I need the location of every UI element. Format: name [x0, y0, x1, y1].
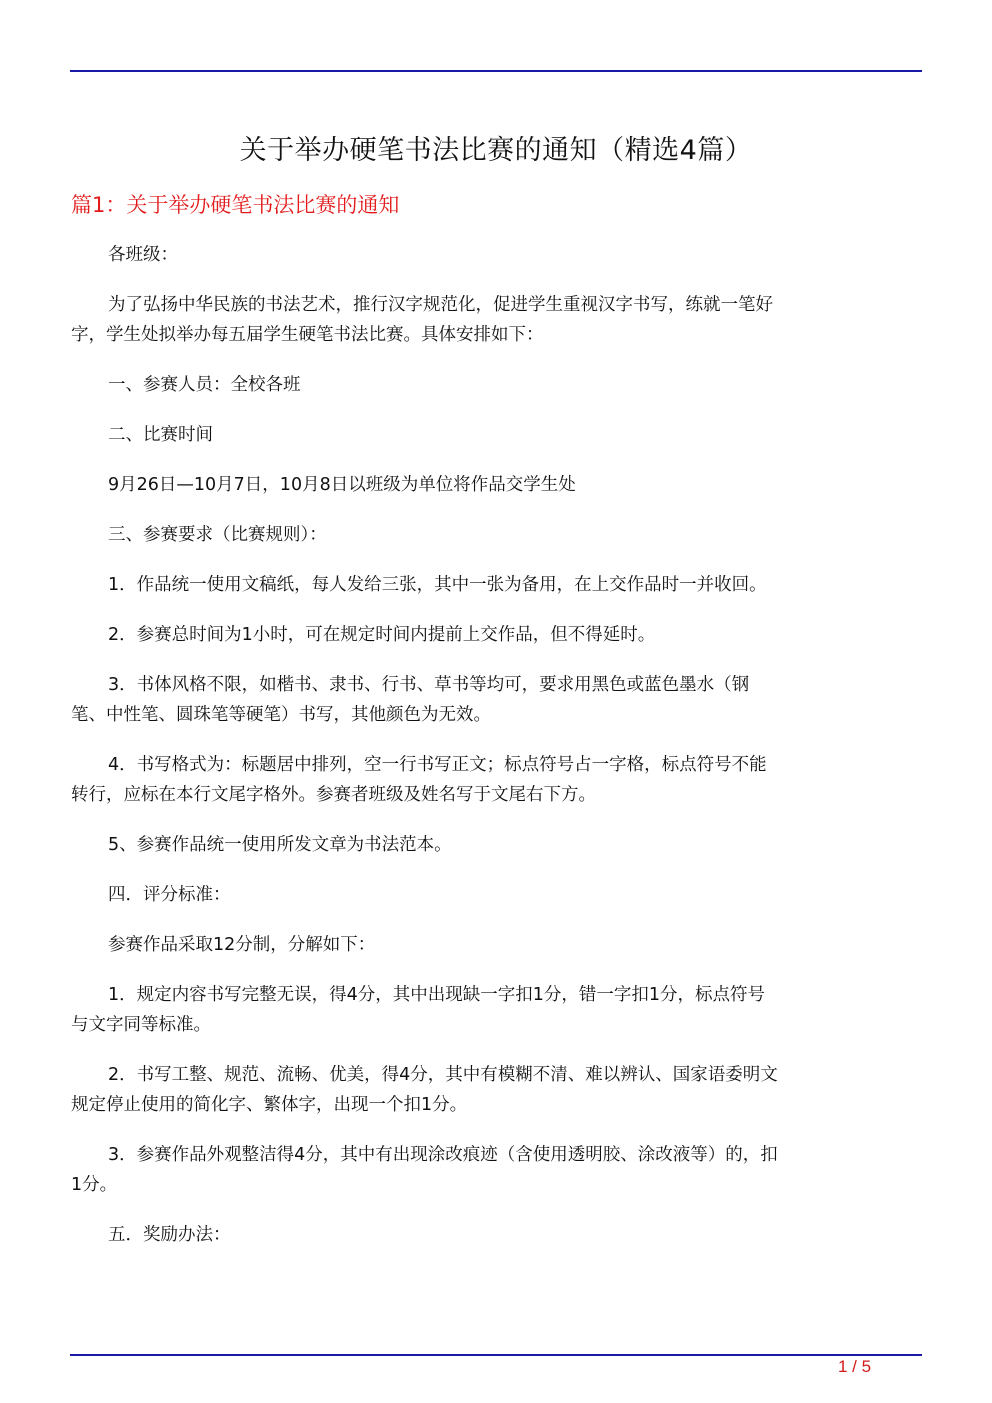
- footer-rule: [70, 1354, 922, 1356]
- header-rule: [70, 70, 922, 72]
- paragraph-salutation: 各班级：: [108, 245, 178, 265]
- page-number: 1 / 5: [838, 1357, 872, 1376]
- paragraph-participants: 一、参赛人员：全校各班: [108, 375, 301, 395]
- paragraph-requirement-1: 1．作品统一使用文稿纸，每人发给三张，其中一张为备用，在上交作品时一并收回。: [108, 575, 767, 595]
- section-heading: 篇1：关于举办硬笔书法比赛的通知: [71, 193, 400, 217]
- paragraph-time: 9月26日—10月7日，10月8日以班级为单位将作品交学生处: [108, 475, 576, 495]
- paragraph-scoring-1: 1．规定内容书写完整无误，得4分，其中出现缺一字扣1分，错一字扣1分，标点符号与文字同等标准。: [71, 985, 766, 1035]
- paragraph-scoring-3: 3．参赛作品外观整洁得4分，其中有出现涂改痕迹（含使用透明胶、涂改液等）的，扣1分。: [71, 1145, 778, 1195]
- paragraph-scoring-2: 2．书写工整、规范、流畅、优美，得4分，其中有模糊不清、难以辨认、国家语委明文规定停止使用的简化字、繁体字，出现一个扣1分。: [71, 1065, 778, 1115]
- paragraph-requirements-heading: 三、参赛要求（比赛规则）：: [108, 525, 327, 545]
- paragraph-requirement-4: 4．书写格式为：标题居中排列，空一行书写正文；标点符号占一字格，标点符号不能转行，应标在本行文尾字格外。参赛者班级及姓名写于文尾右下方。: [71, 755, 767, 805]
- document-title: 关于举办硬笔书法比赛的通知（精选4篇）: [239, 135, 753, 166]
- paragraph-scoring-intro: 参赛作品采取12分制，分解如下：: [108, 935, 376, 955]
- paragraph-scoring-heading: 四．评分标准：: [108, 885, 231, 905]
- paragraph-intro: 为了弘扬中华民族的书法艺术，推行汉字规范化，促进学生重视汉字书写，练就一笔好字，学生处拟举办每五届学生硬笔书法比赛。具体安排如下：: [71, 295, 773, 345]
- paragraph-time-heading: 二、比赛时间: [108, 425, 213, 445]
- paragraph-awards-heading: 五．奖励办法：: [108, 1225, 231, 1245]
- paragraph-requirement-3: 3．书体风格不限，如楷书、隶书、行书、草书等均可，要求用黑色或蓝色墨水（钢笔、中性笔、圆珠笔等硬笔）书写，其他颜色为无效。: [71, 675, 750, 725]
- document-body: [71, 240, 779, 1270]
- paragraph-requirement-2: 2．参赛总时间为1小时，可在规定时间内提前上交作品，但不得延时。: [108, 625, 656, 645]
- paragraph-requirement-5: 5、参赛作品统一使用所发文章为书法范本。: [108, 835, 452, 855]
